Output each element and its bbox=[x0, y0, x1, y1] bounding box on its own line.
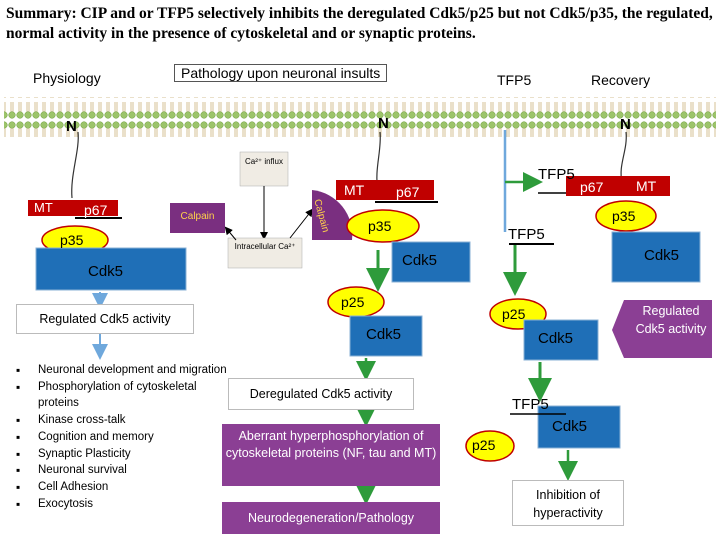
physiology-functions-list bbox=[16, 362, 238, 512]
tfp5-label-top: TFP5 bbox=[538, 166, 575, 183]
n-stem-3 bbox=[621, 132, 626, 182]
mt-label-recovery: MT bbox=[636, 178, 657, 194]
neurodegeneration-box: Neurodegeneration/Pathology bbox=[222, 502, 440, 534]
n-label-1: N bbox=[66, 118, 77, 135]
function-item: ▪ Neuronal development and migration bbox=[38, 362, 238, 379]
page-title: Summary: CIP and or TFP5 selectively inhibits the deregulated Cdk5/p25 but not Cdk5/p35, the regulated, normal activity in the presence of cytoskeletal and or synaptic proteins. bbox=[6, 5, 713, 42]
p67-label-recovery: p67 bbox=[580, 179, 604, 195]
arrow-ca-to-calpain-right bbox=[290, 210, 312, 238]
function-item: ▪ Exocytosis bbox=[38, 496, 238, 513]
function-item: ▪ Cell Adhesion bbox=[38, 479, 238, 496]
intracellular-ca-label: Intracellular Ca²⁺ bbox=[234, 242, 296, 251]
deregulated-box: Deregulated Cdk5 activity bbox=[228, 378, 414, 410]
p25b-label-tfp5: p25 bbox=[472, 437, 496, 453]
tfp5-stem-label: TFP5 bbox=[508, 226, 545, 243]
p67-label-physiology: p67 bbox=[84, 202, 108, 218]
function-item: ▪ Synaptic Plasticity bbox=[38, 446, 238, 463]
p35-label-pathology: p35 bbox=[368, 218, 392, 234]
tfp5-header: TFP5 bbox=[497, 72, 532, 88]
calpain-right-label: Calpain bbox=[311, 198, 331, 234]
cdk5b-label-tfp5: Cdk5 bbox=[552, 418, 588, 435]
regulated-recovery-label: Regulated Cdk5 activity bbox=[635, 304, 707, 336]
inhibition-box: Inhibition of hyperactivity bbox=[512, 480, 624, 526]
cdk5b-label-pathology: Cdk5 bbox=[366, 326, 402, 343]
tfp5-label-mid: TFP5 bbox=[512, 396, 549, 413]
p67-label-pathology: p67 bbox=[396, 184, 420, 200]
cdk5-label-physiology: Cdk5 bbox=[88, 263, 124, 280]
n-label-3: N bbox=[620, 116, 631, 133]
physiology-header: Physiology bbox=[33, 70, 101, 86]
ca-influx-label: Ca²⁺ influx bbox=[244, 157, 283, 166]
function-item: ▪ Neuronal survival bbox=[38, 462, 238, 479]
calpain-left-label: Calpain bbox=[180, 211, 215, 222]
p25-label-tfp5: p25 bbox=[502, 306, 526, 322]
cdk5-label-recovery: Cdk5 bbox=[644, 247, 680, 264]
n-label-2: N bbox=[378, 115, 389, 132]
n-stem-1 bbox=[72, 132, 79, 198]
regulated-cdk5-box-physiology: Regulated Cdk5 activity bbox=[16, 304, 194, 334]
function-item: ▪ Phosphorylation of cytoskeletal proteins bbox=[38, 379, 238, 412]
cell-membrane bbox=[4, 97, 716, 137]
p35-label-physiology: p35 bbox=[60, 232, 84, 248]
mt-label-physiology: MT bbox=[34, 200, 53, 215]
function-item: ▪ Cognition and memory bbox=[38, 429, 238, 446]
pathology-header: Pathology upon neuronal insults bbox=[174, 64, 387, 82]
recovery-header: Recovery bbox=[591, 72, 651, 88]
function-item: ▪ Kinase cross-talk bbox=[38, 412, 238, 429]
aberrant-box: Aberrant hyperphosphorylation of cytoskeletal proteins (NF, tau and MT) bbox=[222, 424, 440, 486]
p25-label-pathology: p25 bbox=[341, 294, 365, 310]
cdk5-label-tfp5: Cdk5 bbox=[538, 330, 574, 347]
p35-label-recovery: p35 bbox=[612, 208, 636, 224]
mt-label-pathology: MT bbox=[344, 182, 365, 198]
cdk5-label-pathology: Cdk5 bbox=[402, 252, 438, 269]
